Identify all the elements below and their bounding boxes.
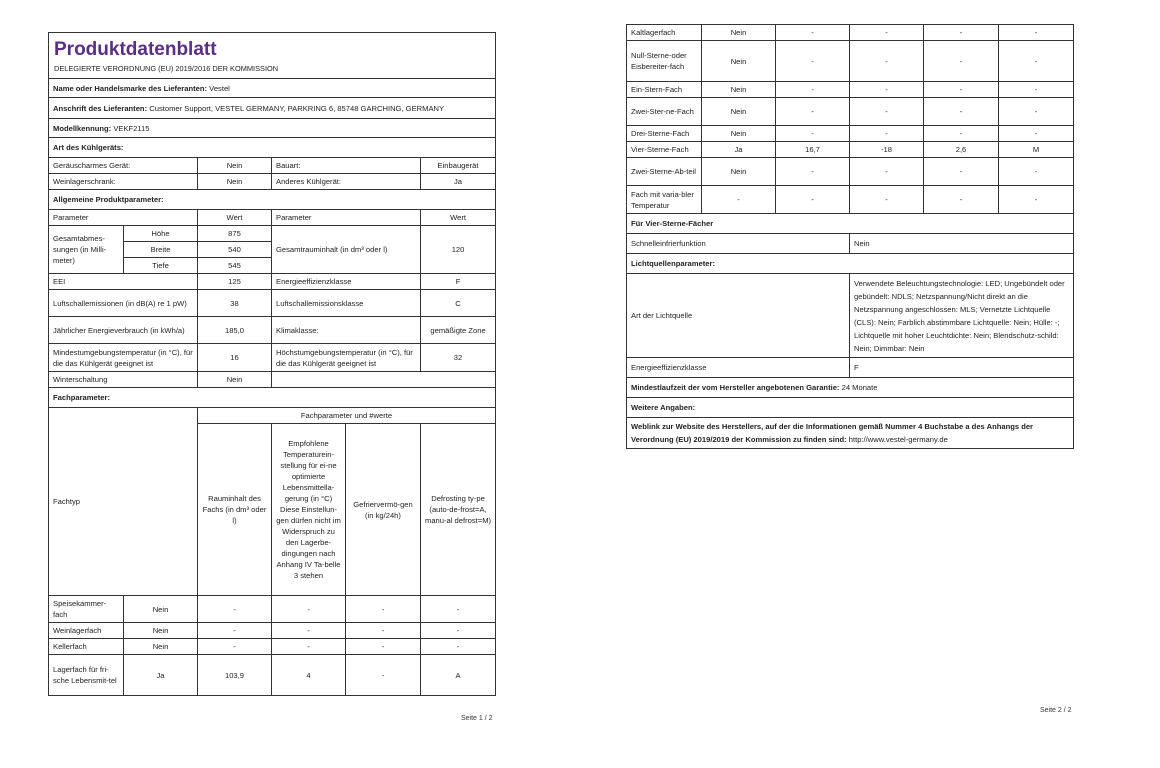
- supplier-row: [49, 79, 496, 98]
- table-row: [627, 126, 1074, 142]
- max-temp-value: 32: [421, 344, 496, 372]
- other-label: Anderes Kühlgerät:: [272, 174, 421, 190]
- table-row: [627, 142, 1074, 158]
- compartment-present: Nein: [124, 639, 198, 655]
- freezing-column-header: Gefriervermö-gen (in kg/24h): [346, 424, 421, 596]
- weblink-value[interactable]: http://www.vestel-germany.de: [848, 435, 948, 444]
- volume-value: 120: [421, 226, 496, 274]
- temperature-column-header: Empfohlene Temperaturein-stellung für ei-ne optimierte Lebensmittella-gerung (in °C) Diese Einstellun-gen dürfen nicht im Widerspruch zu den Lagerbe-dingungen nach Anhang IV Ta-belle 3 stehen: [272, 424, 346, 596]
- compartment-defrost: -: [999, 41, 1074, 82]
- compartment-temp: -: [850, 25, 924, 41]
- compartment-defrost: -: [421, 623, 496, 639]
- compartment-name: Null-Sterne-oder Eisbereiter-fach: [627, 41, 702, 82]
- compartment-name: Zwei-Ster-ne-Fach: [627, 98, 702, 126]
- compartment-freeze: -: [924, 25, 999, 41]
- compartment-present: -: [702, 186, 776, 214]
- compartment-defrost: -: [999, 98, 1074, 126]
- min-temp-label: Mindestumgebungstemperatur (in °C), für die das Kühlgerät geeignet ist: [49, 344, 198, 372]
- model-label: Modellkennung:: [53, 123, 112, 133]
- compartment-freeze: -: [924, 186, 999, 214]
- build-value: Einbaugerät: [421, 158, 496, 174]
- compartment-present: Nein: [702, 25, 776, 41]
- noise-class-label: Luftschallemissionsklasse: [272, 290, 421, 317]
- volume-label: Gesamtrauminhalt (in dm³ oder l): [272, 226, 421, 274]
- compartment-present: Nein: [702, 98, 776, 126]
- compartment-present: Nein: [702, 82, 776, 98]
- compartment-present: Nein: [124, 596, 198, 623]
- compartment-temp: -: [272, 596, 346, 623]
- compartment-volume: -: [776, 186, 850, 214]
- compartment-temp: -: [850, 126, 924, 142]
- table-row: [627, 25, 1074, 41]
- compartment-present: Ja: [124, 655, 198, 696]
- climate-value: gemäßigte Zone: [421, 317, 496, 344]
- compartment-freeze: -: [924, 41, 999, 82]
- compartment-volume: -: [776, 98, 850, 126]
- light-energy-class-value: F: [850, 358, 1074, 378]
- compartment-temp: -: [850, 98, 924, 126]
- noise-label: Luftschallemissionen (in dB(A) re 1 pW): [49, 290, 198, 317]
- compartment-temp: -: [850, 158, 924, 186]
- height-label: Höhe: [124, 226, 198, 242]
- compartment-name: Drei-Sterne-Fach: [627, 126, 702, 142]
- compartment-temp: -: [272, 623, 346, 639]
- table-row: [627, 98, 1074, 126]
- empty-cell: [272, 372, 496, 388]
- depth-label: Tiefe: [124, 258, 198, 274]
- supplier-value: Vestel: [209, 83, 230, 93]
- compartment-defrost: -: [999, 126, 1074, 142]
- compartment-defrost: M: [999, 142, 1074, 158]
- model-value: VEKF2115: [113, 123, 150, 133]
- document-title: Produktdatenblatt: [54, 39, 217, 60]
- compartment-volume: -: [198, 596, 272, 623]
- four-star-section: Für Vier-Sterne-Fächer: [627, 214, 1074, 234]
- eei-label: EEI: [49, 274, 198, 290]
- supplier-label: Name oder Handelsmarke des Lieferanten:: [53, 83, 208, 93]
- page-number-1: Seite 1 / 2: [461, 715, 493, 722]
- compartment-temp: 4: [272, 655, 346, 696]
- compartment-freeze: -: [924, 126, 999, 142]
- compartment-defrost: -: [999, 82, 1074, 98]
- compartment-present: Nein: [702, 41, 776, 82]
- address-label: Anschrift des Lieferanten:: [53, 103, 148, 113]
- energy-consumption-value: 185,0: [198, 317, 272, 344]
- compartment-volume: -: [776, 126, 850, 142]
- model-row: [49, 119, 496, 138]
- dimensions-label: Gesamtabmes-sungen (in Milli-meter): [49, 226, 124, 274]
- datasheet-table-page-1: [48, 32, 496, 696]
- table-row: [627, 186, 1074, 214]
- compartment-volume: 103,9: [198, 655, 272, 696]
- compartment-freeze: -: [924, 82, 999, 98]
- compartment-name: Speisekammer-fach: [49, 596, 124, 623]
- noise-value: 38: [198, 290, 272, 317]
- compartment-volume: -: [776, 82, 850, 98]
- compartment-volume: -: [198, 639, 272, 655]
- compartment-temp: -: [850, 82, 924, 98]
- compartment-temp: -: [272, 639, 346, 655]
- quick-freeze-value: Nein: [850, 234, 1074, 254]
- compartment-freeze: -: [346, 623, 421, 639]
- compartment-freeze: -: [924, 158, 999, 186]
- noise-class-value: C: [421, 290, 496, 317]
- climate-label: Klimaklasse:: [272, 317, 421, 344]
- energy-class-label: Energieeffizienzklasse: [272, 274, 421, 290]
- address-value: Customer Support, VESTEL GERMANY, PARKRING 6, 85748 GARCHING, GERMANY: [149, 103, 445, 113]
- compartment-freeze: -: [346, 596, 421, 623]
- winter-value: Nein: [198, 372, 272, 388]
- table-row: [627, 41, 1074, 82]
- table-row: [627, 82, 1074, 98]
- volume-column-header: Rauminhalt des Fachs (in dm³ oder l): [198, 424, 272, 596]
- compartment-freeze: -: [346, 655, 421, 696]
- light-type-label: Art der Lichtquelle: [627, 274, 850, 358]
- compartment-volume: -: [776, 25, 850, 41]
- winter-label: Winterschaltung: [49, 372, 198, 388]
- value-header: Wert: [198, 210, 272, 226]
- compartment-name: Lagerfach für fri-sche Lebensmit-tel: [49, 655, 124, 696]
- quiet-value: Nein: [198, 158, 272, 174]
- depth-value: 545: [198, 258, 272, 274]
- light-energy-class-label: Energieeffizienzklasse: [627, 358, 850, 378]
- energy-class-value: F: [421, 274, 496, 290]
- width-value: 540: [198, 242, 272, 258]
- compartment-name: Ein-Stern-Fach: [627, 82, 702, 98]
- compartment-name: Vier-Sterne-Fach: [627, 142, 702, 158]
- other-value: Ja: [421, 174, 496, 190]
- compartment-defrost: -: [421, 596, 496, 623]
- datasheet-table-page-2: [626, 24, 1074, 449]
- compartment-present: Nein: [702, 158, 776, 186]
- table-row: [49, 655, 496, 696]
- compartment-name: Zwei-Sterne-Ab-teil: [627, 158, 702, 186]
- compartment-temp: -: [850, 186, 924, 214]
- table-row: [627, 158, 1074, 186]
- compartment-temp: -: [850, 41, 924, 82]
- energy-consumption-label: Jährlicher Energieverbrauch (in kWh/a): [49, 317, 198, 344]
- compartment-params-header: Fachparameter und #werte: [198, 408, 496, 424]
- compartment-freeze: -: [346, 639, 421, 655]
- light-source-section: Lichtquellenparameter:: [627, 254, 1074, 274]
- compartment-defrost: -: [421, 639, 496, 655]
- general-params-section: Allgemeine Produktparameter:: [49, 190, 496, 210]
- table-row: [49, 623, 496, 639]
- appliance-type-section: Art des Kühlgeräts:: [49, 138, 496, 158]
- weblink-row: [627, 418, 1074, 449]
- page-number-2: Seite 2 / 2: [1040, 707, 1072, 714]
- light-type-value: Verwendete Beleuchtungstechnologie: LED; Ungebündelt oder gebündelt: NDLS; Netzspannung/Nicht direkt an die Netzspannung angeschlossen: MLS; Vernetzte Lichtquelle (CLS): Nein; Farblich abstimmbare Lichtquelle: Nein; Hülle: -; Lichtquelle mit hoher Leuchtdichte: Nein; Blendschutz-schild: Nein; Dimmbar: Nein: [850, 274, 1074, 358]
- compartment-present: Nein: [702, 126, 776, 142]
- param-header: Parameter: [49, 210, 198, 226]
- compartment-name: Kaltlagerfach: [627, 25, 702, 41]
- warranty-row: [627, 378, 1074, 398]
- compartment-defrost: -: [999, 25, 1074, 41]
- compartment-defrost: A: [421, 655, 496, 696]
- width-label: Breite: [124, 242, 198, 258]
- compartment-freeze: -: [924, 98, 999, 126]
- compartment-temp: -18: [850, 142, 924, 158]
- compartment-defrost: -: [999, 186, 1074, 214]
- compartment-name: Fach mit varia-bler Temperatur: [627, 186, 702, 214]
- table-row: [49, 639, 496, 655]
- compartment-params-section: Fachparameter:: [49, 388, 496, 408]
- table-row: [49, 596, 496, 623]
- datasheet-page-1: [48, 32, 495, 696]
- further-info-section: Weitere Angaben:: [627, 398, 1074, 418]
- defrost-column-header: Defrosting ty-pe (auto-de-frost=A, manu-al defrost=M): [421, 424, 496, 596]
- warranty-label: Mindestlaufzeit der vom Hersteller angebotenen Garantie:: [631, 383, 840, 392]
- datasheet-page-2: [626, 24, 1073, 449]
- compartment-freeze: 2,6: [924, 142, 999, 158]
- wine-value: Nein: [198, 174, 272, 190]
- compartment-volume: 16,7: [776, 142, 850, 158]
- compartment-volume: -: [198, 623, 272, 639]
- max-temp-label: Höchstumgebungstemperatur (in °C), für die das Kühlgerät geeignet ist: [272, 344, 421, 372]
- build-label: Bauart:: [272, 158, 421, 174]
- compartment-name: Kellerfach: [49, 639, 124, 655]
- wine-label: Weinlagerschrank:: [49, 174, 198, 190]
- param-header-2: Parameter: [272, 210, 421, 226]
- quiet-label: Geräuscharmes Gerät:: [49, 158, 198, 174]
- weblink-label: Weblink zur Website des Herstellers, auf der die Informationen gemäß Nummer 4 Buchstabe a des Anhangs der Verordnung (EU) 2019/2019 der Kommission zu finden sind:: [631, 422, 1034, 444]
- value-header-2: Wert: [421, 210, 496, 226]
- eei-value: 125: [198, 274, 272, 290]
- compartment-volume: -: [776, 158, 850, 186]
- fachtyp-label: Fachtyp: [49, 408, 198, 596]
- quick-freeze-label: Schnelleinfrierfunktion: [627, 234, 850, 254]
- min-temp-value: 16: [198, 344, 272, 372]
- compartment-present: Ja: [702, 142, 776, 158]
- compartment-name: Weinlagerfach: [49, 623, 124, 639]
- warranty-value: 24 Monate: [841, 383, 878, 392]
- compartment-present: Nein: [124, 623, 198, 639]
- height-value: 875: [198, 226, 272, 242]
- compartment-volume: -: [776, 41, 850, 82]
- regulation-subtitle: DELEGIERTE VERORDNUNG (EU) 2019/2016 DER KOMMISSION: [54, 64, 279, 73]
- compartment-defrost: -: [999, 158, 1074, 186]
- address-row: [49, 98, 496, 119]
